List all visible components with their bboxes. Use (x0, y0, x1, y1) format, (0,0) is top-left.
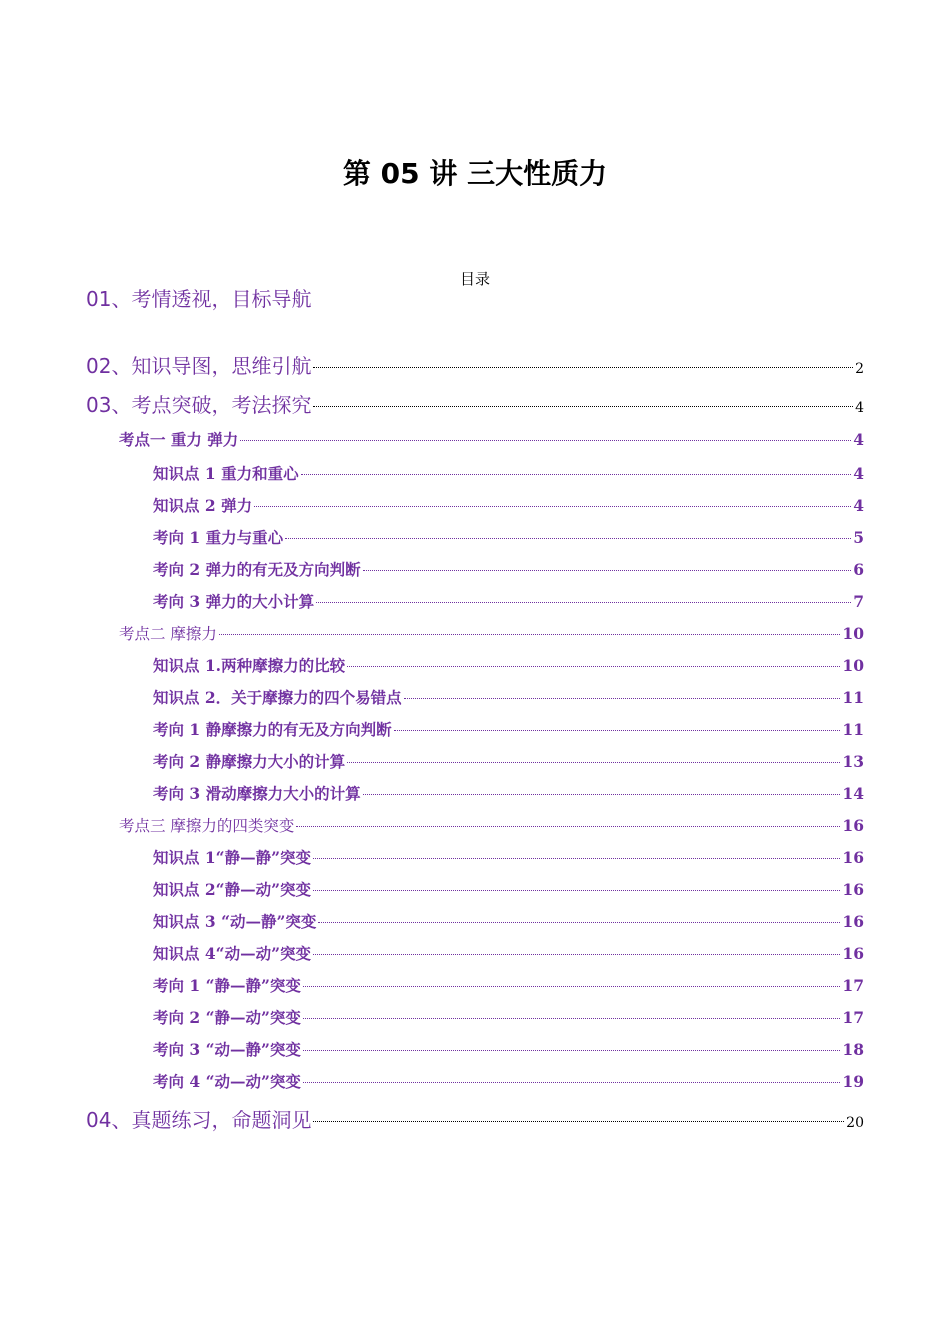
toc-entry-20[interactable] (153, 942, 864, 964)
dot-leader (347, 762, 840, 763)
toc-entry-label: 知识点 1.两种摩擦力的比较 (153, 656, 346, 675)
dot-leader (404, 698, 841, 699)
toc-entry-16[interactable] (119, 814, 864, 836)
toc-entry-9[interactable] (153, 590, 864, 612)
toc-entry-label: 考点一 重力 弹力 (119, 430, 239, 449)
toc-entry-label: 考向 1 “静—静”突变 (153, 976, 301, 995)
toc-entry-label: 04、真题练习，命题洞见 (86, 1108, 312, 1132)
dot-leader (394, 730, 841, 731)
dot-leader (219, 634, 840, 635)
toc-entry-label: 知识点 1 重力和重心 (153, 464, 299, 483)
toc-entry-label: 知识点 2“静—动”突变 (153, 880, 312, 899)
dot-leader (313, 858, 840, 859)
toc-entry-2[interactable] (86, 350, 864, 379)
toc-entry-6[interactable] (153, 494, 864, 516)
toc-entry-label: 考向 2 “静—动”突变 (153, 1008, 301, 1027)
dot-leader (285, 538, 851, 539)
toc-entry-label: 考向 1 静摩擦力的有无及方向判断 (153, 720, 392, 739)
toc-page-number: 19 (842, 1072, 864, 1091)
toc-entry-label: 考向 2 弹力的有无及方向判断 (153, 560, 361, 579)
toc-page-number: 2 (855, 361, 864, 377)
toc-entry-label: 知识点 4“动—动”突变 (153, 944, 312, 963)
toc-page-number: 4 (855, 400, 864, 416)
toc-entry-label: 知识点 2 弹力 (153, 496, 253, 515)
toc-entry-label: 知识点 2．关于摩擦力的四个易错点 (153, 688, 402, 707)
toc-page-number: 4 (853, 430, 864, 449)
toc-heading: 目录 (459, 270, 490, 288)
toc-entry-label: 考点三 摩擦力的四类突变 (119, 817, 295, 835)
dot-leader (313, 367, 853, 368)
dot-leader (313, 406, 853, 407)
toc-page-number: 4 (853, 496, 864, 515)
dot-leader (240, 440, 851, 441)
toc-page-number: 11 (842, 720, 864, 739)
dot-leader (254, 506, 851, 507)
toc-entry-25[interactable] (86, 1104, 864, 1133)
toc-page-number: 4 (853, 464, 864, 483)
toc-page-number: 16 (842, 848, 864, 867)
dot-leader (313, 954, 840, 955)
dot-leader (303, 1050, 841, 1051)
toc-page-number: 14 (842, 784, 864, 803)
toc-page-number: 16 (842, 944, 864, 963)
toc-entry-label: 考向 3 滑动摩擦力大小的计算 (153, 784, 361, 803)
dot-leader (318, 922, 840, 923)
toc-entry-5[interactable] (153, 462, 864, 484)
toc-entry-label: 考向 4 “动—动”突变 (153, 1072, 301, 1091)
dot-leader (303, 1082, 841, 1083)
toc-entry-13[interactable] (153, 718, 864, 740)
toc-page-number: 16 (842, 816, 864, 835)
toc-entry-3[interactable] (86, 389, 864, 418)
toc-entry-14[interactable] (153, 750, 864, 772)
dot-leader (316, 602, 851, 603)
toc-entry-23[interactable] (153, 1038, 864, 1060)
toc-entry-18[interactable] (153, 878, 864, 900)
page-title: 第 05 讲 三大性质力 (342, 157, 608, 190)
toc-entry-label: 03、考点突破，考法探究 (86, 393, 312, 417)
dot-leader (363, 570, 852, 571)
toc-entry-24[interactable] (153, 1070, 864, 1092)
toc-entry-21[interactable] (153, 974, 864, 996)
toc-entry-4[interactable] (119, 428, 864, 450)
toc-entry-label: 知识点 3 “动—静”突变 (153, 912, 317, 931)
toc-entry-8[interactable] (153, 558, 864, 580)
toc-page-number: 18 (842, 1040, 864, 1059)
dot-leader (313, 890, 840, 891)
dot-leader (303, 1018, 841, 1019)
toc-entry-11[interactable] (153, 654, 864, 676)
toc-entry-label: 考向 1 重力与重心 (153, 528, 284, 547)
toc-page-number: 20 (846, 1115, 864, 1131)
toc-page-number: 7 (853, 592, 864, 611)
toc-entry-label: 考向 3 “动—静”突变 (153, 1040, 301, 1059)
dot-leader (313, 1121, 844, 1122)
toc-page-number: 13 (842, 752, 864, 771)
toc-entry-17[interactable] (153, 846, 864, 868)
dot-leader (303, 986, 841, 987)
toc-entry-label: 考点二 摩擦力 (119, 625, 217, 643)
dot-leader (296, 826, 840, 827)
toc-page-number: 11 (842, 688, 864, 707)
toc-page-number: 6 (853, 560, 864, 579)
toc-page-number: 16 (842, 912, 864, 931)
toc-page-number: 10 (842, 624, 864, 643)
dot-leader (347, 666, 840, 667)
toc-page-number: 10 (842, 656, 864, 675)
toc-page-number: 17 (842, 1008, 864, 1027)
dot-leader (363, 794, 841, 795)
toc-page-number: 5 (853, 528, 864, 547)
toc-page-number: 17 (842, 976, 864, 995)
toc-entry-10[interactable] (119, 622, 864, 644)
toc-entry-label: 01、考情透视，目标导航 (86, 287, 312, 311)
toc-entry-label: 02、知识导图，思维引航 (86, 354, 312, 378)
toc-entry-22[interactable] (153, 1006, 864, 1028)
toc-entry-12[interactable] (153, 686, 864, 708)
toc-entry-label: 知识点 1“静—静”突变 (153, 848, 312, 867)
toc-entry-19[interactable] (153, 910, 864, 932)
toc-entry-label: 考向 2 静摩擦力大小的计算 (153, 752, 346, 771)
dot-leader (301, 474, 852, 475)
toc-entry-7[interactable] (153, 526, 864, 548)
toc-entry-15[interactable] (153, 782, 864, 804)
toc-page-number: 16 (842, 880, 864, 899)
toc-entry-1[interactable] (86, 286, 326, 312)
toc-entry-label: 考向 3 弹力的大小计算 (153, 592, 315, 611)
